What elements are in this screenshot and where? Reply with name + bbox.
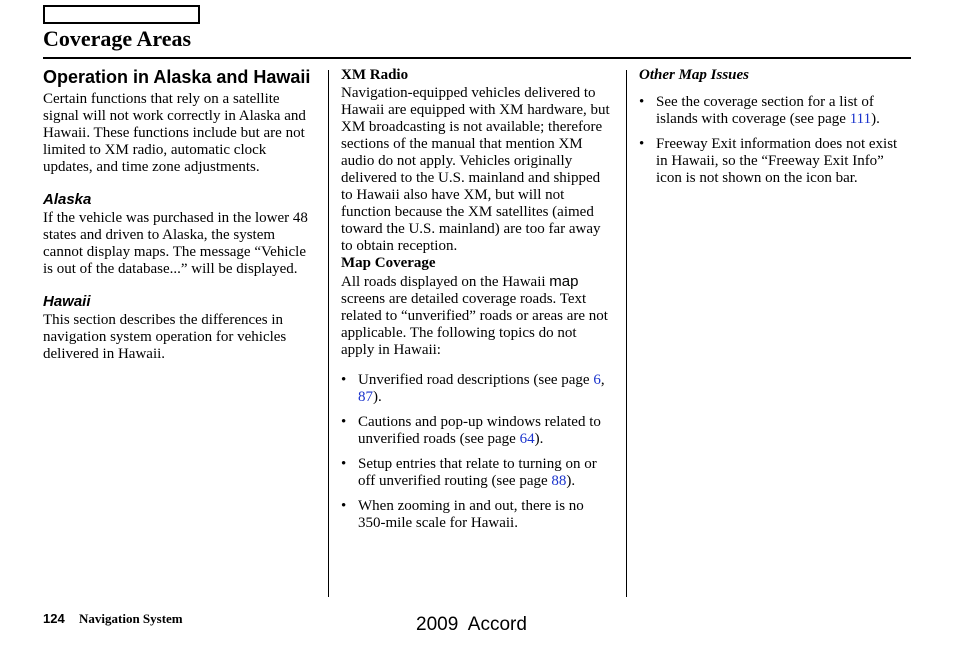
map-text-start: All roads displayed on the Hawaii bbox=[341, 274, 550, 290]
list-item: • When zooming in and out, there is no 350-mile scale for Hawaii. bbox=[341, 498, 613, 532]
other-map-issues-heading: Other Map Issues bbox=[639, 67, 750, 83]
bullet-text-end: ). bbox=[871, 111, 880, 127]
column-divider-1 bbox=[328, 70, 329, 597]
column-left bbox=[43, 67, 315, 363]
page-number: 124 bbox=[43, 611, 65, 626]
map-coverage-heading: Map Coverage bbox=[341, 255, 436, 271]
map-issues-list bbox=[639, 94, 911, 187]
intro-paragraph: Certain functions that rely on a satellite signal will not work correctly in Alaska and Hawaii. These functions include but are not limited to XM radio, automatic clock updates, and time zone adjustments. bbox=[43, 91, 306, 175]
page-link[interactable]: 111 bbox=[849, 111, 872, 127]
bullet-separator: , bbox=[600, 372, 605, 388]
not-applicable-list bbox=[341, 372, 613, 532]
list-item bbox=[341, 414, 613, 448]
header-tab-box bbox=[43, 5, 200, 24]
bullet-text: Unverified road descriptions (see page bbox=[358, 372, 594, 388]
map-text-end: screens are detailed coverage roads. Text related to “unverified” roads or areas are not applicable. The following topics do not apply in Hawaii: bbox=[341, 291, 608, 358]
bullet-text: Setup entries that relate to turning on or off unverified routing (see page bbox=[358, 456, 597, 489]
alaska-paragraph: If the vehicle was purchased in the lower 48 states and driven to Alaska, the system cannot display maps. The message “Vehicle is out of the database...” will be displayed. bbox=[43, 210, 308, 277]
bullet-text: Cautions and pop-up windows related to unverified roads (see page bbox=[358, 414, 601, 447]
bullet-text-end: ). bbox=[534, 431, 544, 447]
map-word: map bbox=[549, 273, 579, 290]
hawaii-heading: Hawaii bbox=[43, 293, 91, 310]
list-item bbox=[639, 94, 911, 128]
page-link[interactable]: 64 bbox=[519, 431, 535, 447]
page-title: Coverage Areas bbox=[43, 26, 192, 51]
list-item bbox=[341, 372, 613, 406]
list-item bbox=[341, 456, 613, 490]
bullet-text-end: ). bbox=[373, 389, 382, 405]
xm-radio-paragraph: Navigation-equipped vehicles delivered to Hawaii are equipped with XM hardware, but XM broadcasting is not available; therefore sections of the manual that mention XM audio do not apply. Vehicles originally delivered to the U.S. mainland and shipped to Hawaii also have XM, but will not function because the XM satellites (aimed toward the U.S. mainland) are too far away to obtain reception. bbox=[341, 85, 610, 254]
hawaii-paragraph: This section describes the differences in navigation system operation for vehicles delivered in Hawaii. bbox=[43, 312, 287, 362]
bullet-text-end: ). bbox=[566, 473, 576, 489]
section-heading: Operation in Alaska and Hawaii bbox=[43, 67, 311, 87]
map-coverage-paragraph bbox=[341, 273, 613, 359]
page-link[interactable]: 88 bbox=[551, 473, 567, 489]
xm-radio-heading: XM Radio bbox=[341, 67, 409, 83]
title-divider bbox=[43, 57, 911, 59]
column-divider-2 bbox=[626, 70, 627, 597]
bullet-text: See the coverage section for a list of islands with coverage (see page bbox=[656, 94, 874, 127]
list-item: • Freeway Exit information does not exist in Hawaii, so the “Freeway Exit Info” icon is not shown on the icon bar. bbox=[639, 136, 911, 187]
vehicle-model-label: 2009 Accord bbox=[416, 614, 527, 635]
page-link[interactable]: 6 bbox=[593, 372, 601, 388]
column-right bbox=[639, 67, 911, 195]
footer-section-label: Navigation System bbox=[79, 611, 183, 626]
column-middle bbox=[341, 67, 613, 540]
page-link[interactable]: 87 bbox=[358, 389, 373, 405]
alaska-heading: Alaska bbox=[43, 191, 92, 208]
